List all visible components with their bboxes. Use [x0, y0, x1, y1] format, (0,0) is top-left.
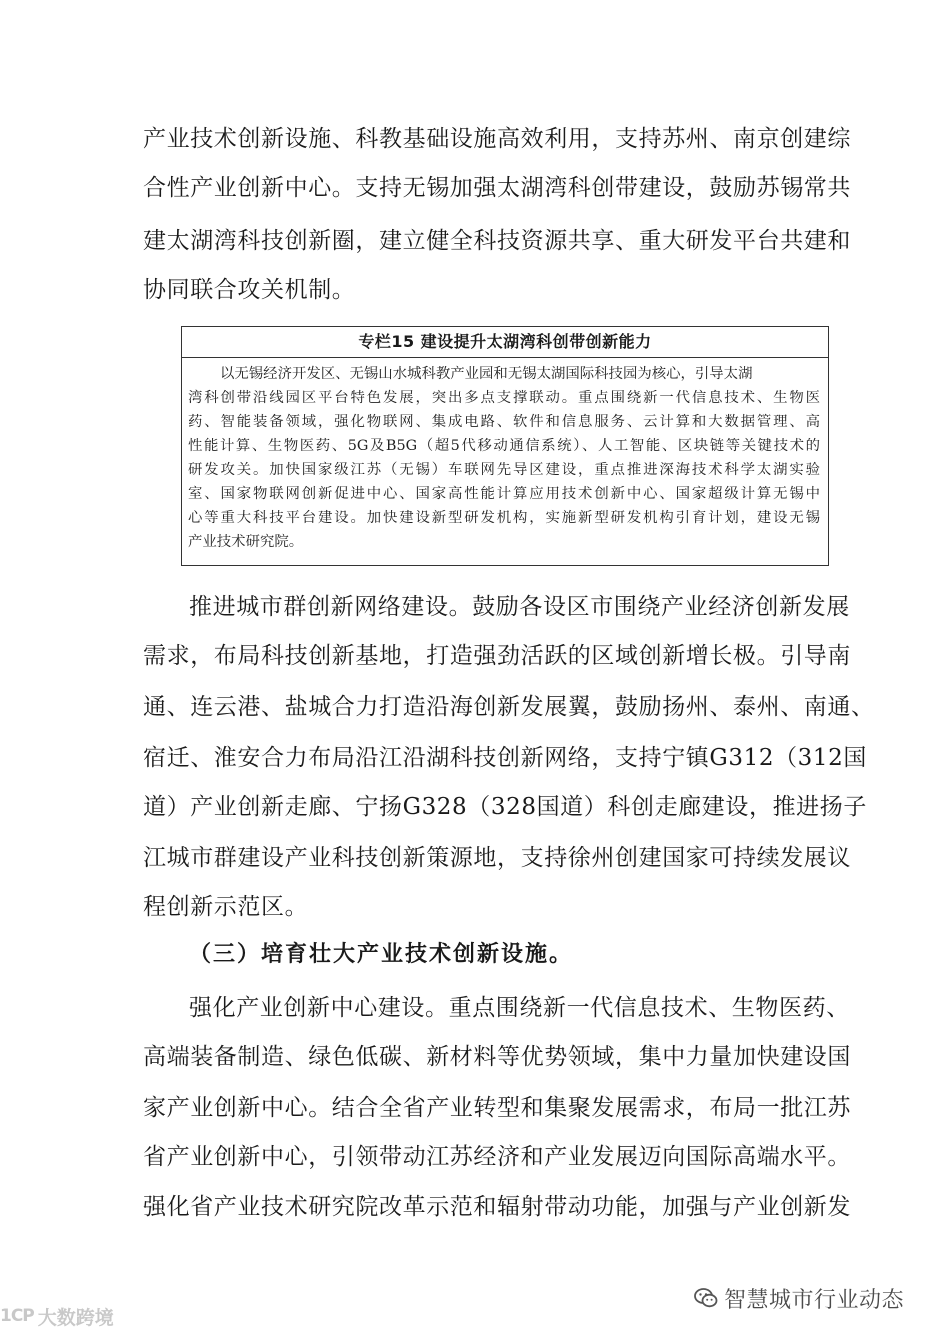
paragraph-1-line: 协同联合攻关机制。 — [143, 277, 356, 303]
sidebar-box-title: 专栏15 建设提升太湖湾科创带创新能力 — [182, 327, 828, 358]
watermark-right — [694, 1281, 904, 1315]
sidebar-box-line: 性能计算、生物医药、5G及B5G（超5代移动通信系统）、人工智能、区块链等关键技术的 — [188, 438, 820, 454]
wechat-icon — [694, 1287, 718, 1309]
paragraph-3-line: 强化省产业技术研究院改革示范和辐射带动功能，加强与产业创新发 — [143, 1194, 851, 1220]
paragraph-2-line: 道）产业创新走廊、宁扬G328（328国道）科创走廊建设，推进扬子 — [143, 794, 867, 820]
sidebar-box-line: 以无锡经济开发区、无锡山水城科教产业园和无锡太湖国际科技园为核心，引导太湖 — [220, 366, 753, 382]
sidebar-box-line: 药、智能装备领域，强化物联网、集成电路、软件和信息服务、云计算和大数据管理、高 — [188, 414, 820, 430]
paragraph-3-line: 强化产业创新中心建设。重点围绕新一代信息技术、生物医药、 — [189, 995, 850, 1021]
sidebar-box — [181, 326, 829, 566]
paragraph-2-line: 通、连云港、盐城合力打造沿海创新发展翼，鼓励扬州、泰州、南通、 — [143, 694, 875, 720]
sidebar-box-line: 心等重大科技平台建设。加快建设新型研发机构，实施新型研发机构引育计划，建设无锡 — [188, 510, 820, 526]
paragraph-1-line: 合性产业创新中心。支持无锡加强太湖湾科创带建设，鼓励苏锡常共 — [143, 175, 851, 201]
paragraph-2-line: 宿迁、淮安合力布局沿江沿湖科技创新网络，支持宁镇G312（312国 — [143, 745, 867, 771]
paragraph-2-line: 推进城市群创新网络建设。鼓励各设区市围绕产业经济创新发展 — [189, 594, 850, 620]
paragraph-3-line: 家产业创新中心。结合全省产业转型和集聚发展需求，布局一批江苏 — [143, 1095, 851, 1121]
paragraph-1-line: 建太湖湾科技创新圈，建立健全科技资源共享、重大研发平台共建和 — [143, 228, 851, 254]
paragraph-1-line: 产业技术创新设施、科教基础设施高效利用，支持苏州、南京创建综 — [143, 126, 851, 152]
watermark-left-text: 大数跨境 — [37, 1306, 114, 1329]
watermark-logo-icon: 1CP — [0, 1306, 34, 1326]
section-heading: （三）培育壮大产业技术创新设施。 — [189, 942, 574, 967]
paragraph-3-line: 高端装备制造、绿色低碳、新材料等优势领域，集中力量加快建设国 — [143, 1044, 851, 1070]
paragraph-2-line: 需求，布局科技创新基地，打造强劲活跃的区域创新增长极。引导南 — [143, 643, 851, 669]
paragraph-2-line: 江城市群建设产业科技创新策源地，支持徐州创建国家可持续发展议 — [143, 845, 851, 871]
sidebar-box-line: 研发攻关。加快国家级江苏（无锡）车联网先导区建设，重点推进深海技术科学太湖实验 — [188, 462, 820, 478]
sidebar-box-line: 产业技术研究院。 — [188, 534, 304, 550]
watermark-right-text: 智慧城市行业动态 — [724, 1287, 905, 1313]
sidebar-box-line: 湾科创带沿线园区平台特色发展，突出多点支撑联动。重点围绕新一代信息技术、生物医 — [188, 390, 820, 406]
paragraph-2-line: 程创新示范区。 — [143, 894, 309, 920]
paragraph-3-line: 省产业创新中心，引领带动江苏经济和产业发展迈向国际高端水平。 — [143, 1144, 851, 1170]
sidebar-box-line: 室、国家物联网创新促进中心、国家高性能计算应用技术创新中心、国家超级计算无锡中 — [188, 486, 820, 502]
watermark-left — [0, 1302, 114, 1330]
